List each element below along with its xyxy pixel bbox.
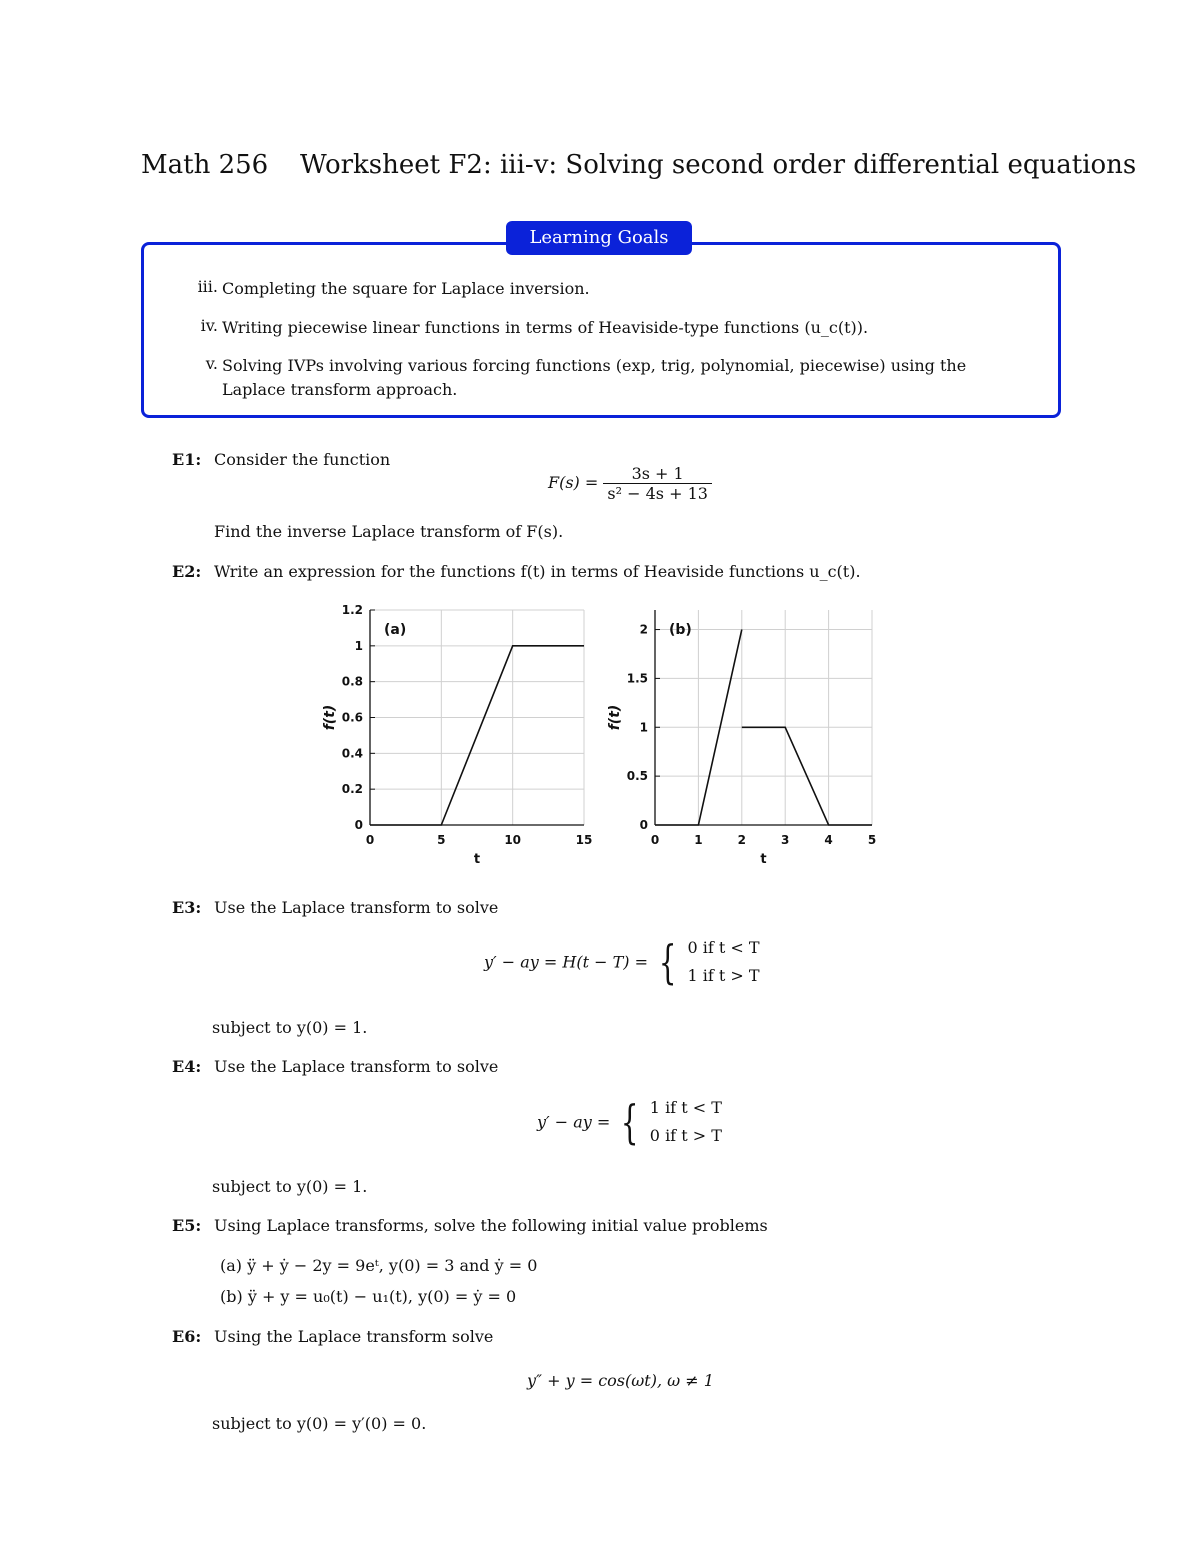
chart-a <box>322 603 592 867</box>
goal-number: iv. <box>200 316 218 335</box>
e1-label: E1: <box>172 450 202 469</box>
e3-label: E3: <box>172 898 202 917</box>
brace-icon: { <box>621 1095 639 1149</box>
x-tick-label: 3 <box>781 833 790 847</box>
e6-condition: subject to y(0) = y′(0) = 0. <box>212 1414 427 1433</box>
x-tick-label: 10 <box>504 833 522 847</box>
e4-case-2: 0 if t > T <box>649 1126 722 1145</box>
learning-goals-box <box>141 242 1061 418</box>
e2-charts <box>300 595 900 875</box>
e3-case-2: 1 if t > T <box>687 966 760 985</box>
e1-lhs: F(s) = <box>548 473 599 492</box>
y-tick-label: 0.2 <box>341 782 363 797</box>
goal-number: v. <box>205 354 218 373</box>
e1-find: Find the inverse Laplace transform of F(s). <box>214 522 564 541</box>
y-tick-label: 0.5 <box>626 769 648 784</box>
y-tick-label: 0 <box>354 818 363 832</box>
e4-intro: Use the Laplace transform to solve <box>214 1057 499 1076</box>
e6-intro: Using the Laplace transform solve <box>214 1327 494 1346</box>
e1-numerator: 3s + 1 <box>631 464 684 483</box>
e3-lhs: y′ − ay = H(t − T) = <box>484 952 649 972</box>
e4-equation <box>537 1094 722 1150</box>
e4-case-1: 1 if t < T <box>649 1098 722 1117</box>
e2-label: E2: <box>172 562 202 581</box>
y-tick-label: 0 <box>639 818 648 832</box>
e1-intro: Consider the function <box>214 450 391 469</box>
series-line <box>370 646 584 825</box>
e5-part-a: (a) ÿ + ẏ − 2y = 9eᵗ, y(0) = 3 and ẏ = 0 <box>220 1256 538 1275</box>
e5-intro: Using Laplace transforms, solve the following initial value problems <box>214 1216 768 1235</box>
e1-fraction <box>603 464 712 503</box>
e6-label: E6: <box>172 1327 202 1346</box>
e1-denominator: s² − 4s + 13 <box>603 483 712 503</box>
x-tick-label: 2 <box>737 833 746 847</box>
y-tick-label: 1.2 <box>341 603 363 617</box>
chart-title: (a) <box>384 622 407 638</box>
goal-text: Writing piecewise linear functions in terms of Heaviside-type functions (u_c(t)). <box>222 318 869 337</box>
goal-text: Completing the square for Laplace inversion. <box>222 279 590 298</box>
y-axis-label: f(t) <box>322 704 338 731</box>
y-tick-label: 0.6 <box>341 710 363 725</box>
e4-cases <box>650 1094 722 1150</box>
y-tick-label: 0.8 <box>341 674 363 689</box>
learning-goals-tab: Learning Goals <box>506 221 692 255</box>
chart-b <box>607 610 876 867</box>
x-tick-label: 4 <box>824 833 833 847</box>
brace-icon: { <box>658 935 677 989</box>
goal-text: Solving IVPs involving various forcing functions (exp, trig, polynomial, piecewise) using the Laplace transform approach. <box>222 356 967 399</box>
x-axis-label: t <box>473 852 481 867</box>
x-tick-label: 5 <box>437 833 446 847</box>
e4-label: E4: <box>172 1057 202 1076</box>
y-axis-label: f(t) <box>607 704 623 731</box>
x-tick-label: 0 <box>365 833 375 847</box>
e3-equation <box>484 934 760 990</box>
e5-label: E5: <box>172 1216 202 1235</box>
e3-cases <box>687 934 759 990</box>
course-name: Math 256 <box>141 150 269 180</box>
e4-condition: subject to y(0) = 1. <box>212 1177 368 1196</box>
e3-intro: Use the Laplace transform to solve <box>214 898 499 917</box>
y-tick-label: 1 <box>354 638 363 653</box>
x-tick-label: 15 <box>575 833 593 847</box>
e2-text: Write an expression for the functions f(t) in terms of Heaviside functions u_c(t). <box>214 562 861 581</box>
e3-case-1: 0 if t < T <box>687 938 760 957</box>
x-tick-label: 5 <box>867 833 877 847</box>
chart-title: (b) <box>669 622 692 638</box>
e4-lhs: y′ − ay = <box>537 1112 611 1132</box>
e3-condition: subject to y(0) = 1. <box>212 1018 368 1037</box>
worksheet-title: Worksheet F2: iii-v: Solving second order differential equations <box>300 150 1137 180</box>
x-tick-label: 0 <box>650 833 660 847</box>
x-axis-label: t <box>760 852 767 867</box>
e6-equation: y″ + y = cos(ωt), ω ≠ 1 <box>527 1371 714 1390</box>
e5-part-b: (b) ÿ + y = u₀(t) − u₁(t), y(0) = ẏ = 0 <box>220 1287 517 1306</box>
e1-equation <box>548 464 712 503</box>
y-tick-label: 1 <box>639 720 648 735</box>
goal-number: iii. <box>197 277 218 296</box>
x-tick-label: 1 <box>694 833 703 847</box>
y-tick-label: 1.5 <box>626 671 648 686</box>
y-tick-label: 0.4 <box>341 746 363 761</box>
y-tick-label: 2 <box>639 622 648 637</box>
